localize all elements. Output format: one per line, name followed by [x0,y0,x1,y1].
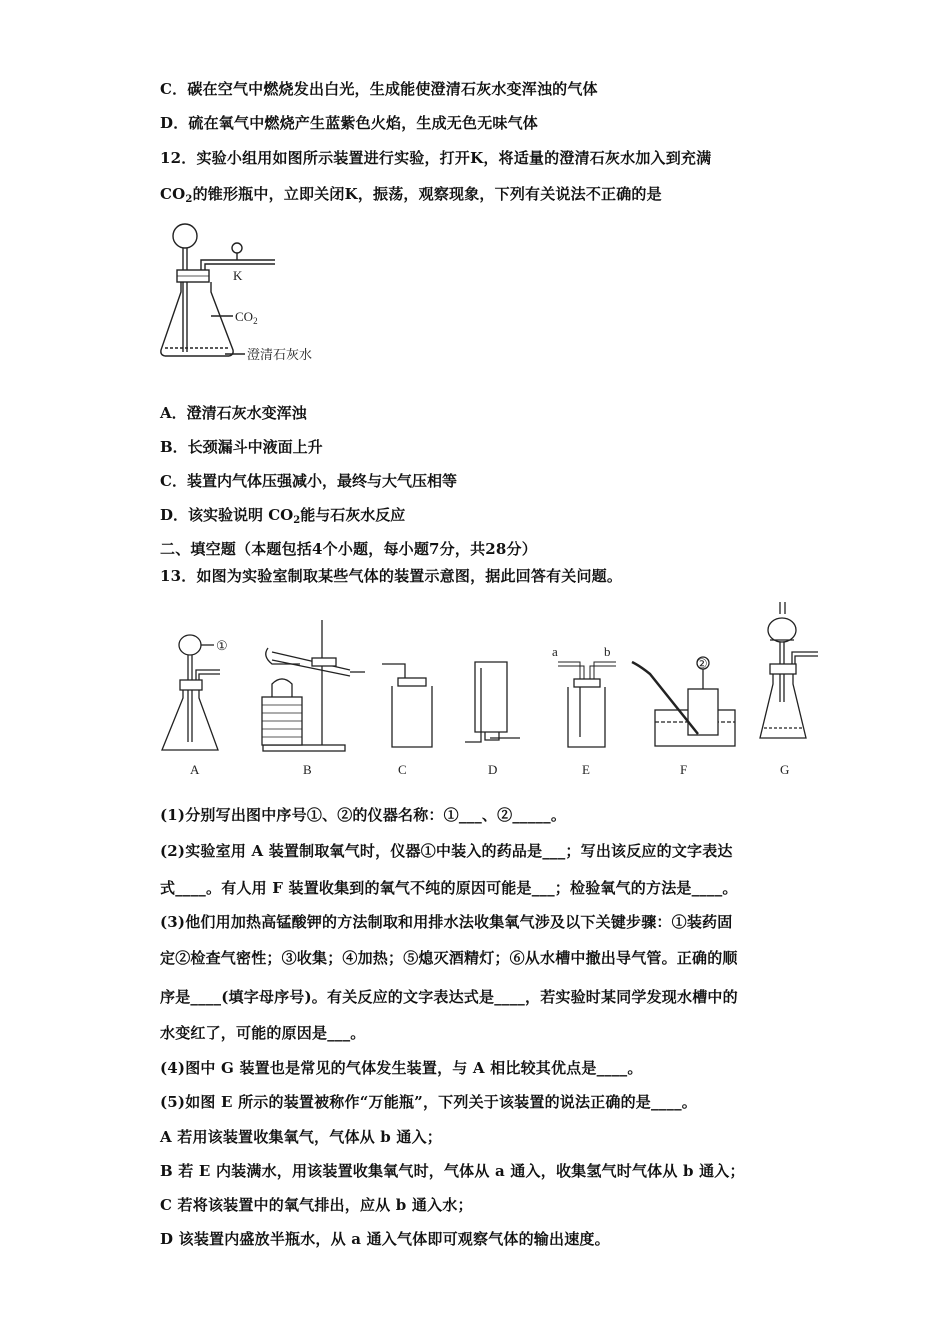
co2-label-subscript: 2 [253,316,258,326]
tube-a-label: a [552,644,558,659]
q12-stem-line1: 12．实验小组用如图所示装置进行实验，打开K，将适量的澄清石灰水加入到充满 [160,149,712,167]
q12-apparatus-figure [155,212,345,372]
q12-option-d-subscript: 2 [293,515,301,526]
co2-label [235,309,258,326]
label-e: E [582,762,590,777]
q13-line-8: (4)图中 G 装置也是常见的气体发生装置，与 A 相比较其优点是____。 [160,1059,643,1077]
apparatus-c [382,664,432,747]
q12-option-d-rest: 能与石灰水反应 [300,506,406,524]
q11-option-d: D．硫在氧气中燃烧产生蓝紫色火焰，生成无色无味气体 [160,114,539,132]
q12-stem-line2 [160,183,662,205]
q11-option-c: C．碳在空气中燃烧发出白光，生成能使澄清石灰水变浑浊的气体 [160,80,598,98]
label-g: G [780,762,790,777]
q12-option-d-text: D．该实验说明 CO [160,506,294,524]
q13-intro: 13．如图为实验室制取某些气体的装置示意图，据此回答有关问题。 [160,567,623,585]
co2-label-text: CO [235,309,254,324]
label-c: C [398,762,407,777]
q13-line-7: 水变红了，可能的原因是___。 [160,1024,366,1042]
q13-choice-b: B 若 E 内装满水，用该装置收集氧气时，气体从 a 通入，收集氢气时气体从 b 通入； [160,1162,745,1180]
tube-b-label: b [604,644,611,659]
label-d: D [488,762,498,777]
q12-option-b: B．长颈漏斗中液面上升 [160,438,323,456]
q12-option-c: C．装置内气体压强减小，最终与大气压相等 [160,472,457,490]
q13-apparatus-figure [150,592,830,782]
q13-line-9: (5)如图 E 所示的装置被称作“万能瓶”，下列关于该装置的说法正确的是____。 [160,1093,697,1111]
q13-choice-a: A 若用该装置收集氧气，气体从 b 通入； [160,1128,442,1146]
apparatus-f [632,657,735,746]
q13-choice-c: C 若将该装置中的氧气排出，应从 b 通入水； [160,1196,473,1214]
long-neck-funnel-stem [183,248,187,352]
apparatus-b [262,620,365,751]
q13-line-1: (1)分别写出图中序号①、②的仪器名称：①___、②_____。 [160,806,567,824]
label-f: F [680,762,688,777]
q13-line-6: 序是____(填字母序号)。有关反应的文字表达式是____，若实验时某同学发现水槽中的 [160,988,738,1006]
apparatus-a [162,635,220,750]
q13-choice-d: D 该装置内盛放半瓶水，从 a 通入气体即可观察气体的输出速度。 [160,1230,610,1248]
q12-option-d [160,504,405,526]
section-2-header: 二、填空题（本题包括4个小题，每小题7分，共28分） [160,540,537,558]
q13-line-5: 定②检查气密性；③收集；④加热；⑤熄灭酒精灯；⑥从水槽中撤出导气管。正确的顺 [160,949,738,967]
q12-co2-subscript: 2 [185,194,193,205]
q13-line-3: 式____。有人用 F 装置收集到的氧气不纯的原因可能是___；检验氧气的方法是____。 [160,879,738,897]
k-label: K [233,268,243,283]
q12-co2: CO [160,185,186,203]
apparatus-g [760,602,818,738]
marker1-label: ① [216,638,228,653]
q12-option-a: A．澄清石灰水变浑浊 [160,404,307,422]
label-b: B [303,762,312,777]
limewater-label: 澄清石灰水 [247,348,313,363]
marker2-label: ② [696,656,708,671]
q12-stem-line2-text: 的锥形瓶中，立即关闭K，振荡，观察现象，下列有关说法不正确的是 [192,185,662,203]
label-a: A [190,762,200,777]
funnel-bulb [173,224,197,248]
conical-flask [161,282,233,356]
apparatus-e [558,662,616,747]
apparatus-d [465,662,520,742]
q13-line-2: (2)实验室用 A 装置制取氧气时，仪器①中装入的药品是___；写出该反应的文字表达 [160,842,733,860]
q13-line-4: (3)他们用加热高锰酸钾的方法制取和用排水法收集氧气涉及以下关键步骤：①装药固 [160,913,733,931]
k-valve-icon [232,243,242,253]
